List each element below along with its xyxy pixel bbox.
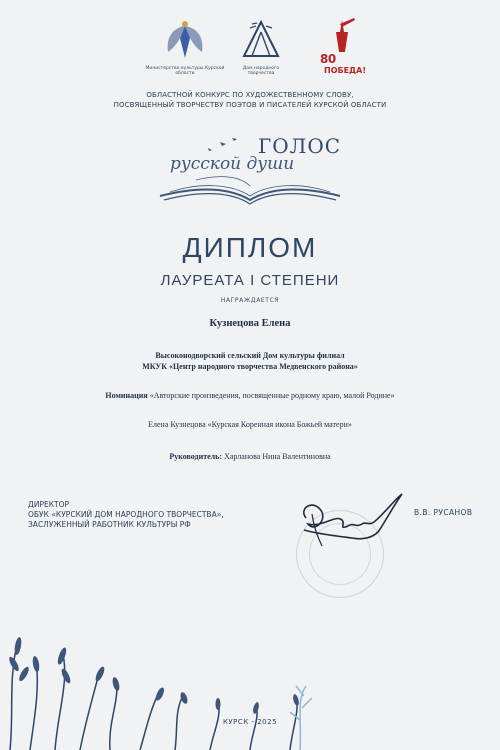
- recipient-name: Кузнецова Елена: [209, 318, 291, 329]
- emblem-word-golos: ГОЛОС: [258, 134, 342, 158]
- victory-word: ПОБЕДА!: [324, 66, 367, 75]
- logos-row: [0, 18, 500, 80]
- motherland-statue-icon: [318, 18, 366, 54]
- institution-line-1: Высоконодворский сельский Дом культуры филиал: [155, 351, 345, 360]
- director-signature-icon: [292, 488, 412, 558]
- ministry-logo: [142, 18, 228, 76]
- nomination-line: [20, 391, 480, 400]
- leader-label: Руководитель:: [169, 452, 223, 461]
- golos-emblem: [150, 130, 350, 210]
- emblem-word-dushi: русской души: [170, 154, 295, 174]
- awarded-label: НАГРАЖДАЕТСЯ: [220, 297, 280, 304]
- contest-line-1: ОБЛАСТНОЙ КОНКУРС ПО ХУДОЖЕСТВЕННОМУ СЛОВУ,: [146, 91, 354, 99]
- work-title: Елена Кузнецова «Курская Коренная икона Божьей матери»: [148, 420, 352, 429]
- contest-title: [40, 90, 460, 110]
- city-year: КУРСК - 2025: [222, 718, 278, 726]
- nomination-value: «Авторские произведения, посвященные родному краю, малой Родине»: [147, 391, 395, 400]
- diploma-title: ДИПЛОМ: [182, 232, 318, 263]
- leader-line: [20, 452, 480, 461]
- director-line-2: ОБУК «КУРСКИЙ ДОМ НАРОДНОГО ТВОРЧЕСТВА»,: [28, 510, 224, 519]
- leader-value: Харланова Нина Валентиновна: [222, 452, 331, 461]
- house-logo: [230, 18, 292, 76]
- contest-line-2: ПОСВЯЩЕННЫЙ ТВОРЧЕСТВУ ПОЭТОВ И ПИСАТЕЛЕЙ КУРСКОЙ ОБЛАСТИ: [113, 101, 387, 109]
- ministry-caption: Министерство культуры Курской области: [145, 66, 225, 76]
- victory-number: 80: [320, 52, 336, 66]
- house-caption-1: Дом народного: [242, 66, 280, 71]
- victory-80-logo: [318, 18, 367, 75]
- ministry-emblem-icon: [142, 18, 228, 62]
- director-block: [28, 500, 224, 530]
- director-line-1: ДИРЕКТОР: [28, 500, 70, 509]
- director-line-3: ЗАСЛУЖЕННЫЙ РАБОТНИК КУЛЬТУРЫ РФ: [28, 520, 191, 529]
- nomination-label: Номинация: [105, 391, 148, 400]
- decorative-grass-icon: [0, 600, 500, 750]
- house-caption-2: творчества: [247, 71, 275, 76]
- recipient-institution: [30, 350, 470, 372]
- institution-line-2: МКУК «Центр народного творчества Медвенского района»: [142, 362, 358, 371]
- signer-name: В.В. РУСАНОВ: [414, 508, 473, 517]
- diploma-degree: ЛАУРЕАТА I СТЕПЕНИ: [160, 272, 340, 289]
- house-emblem-icon: [230, 18, 292, 62]
